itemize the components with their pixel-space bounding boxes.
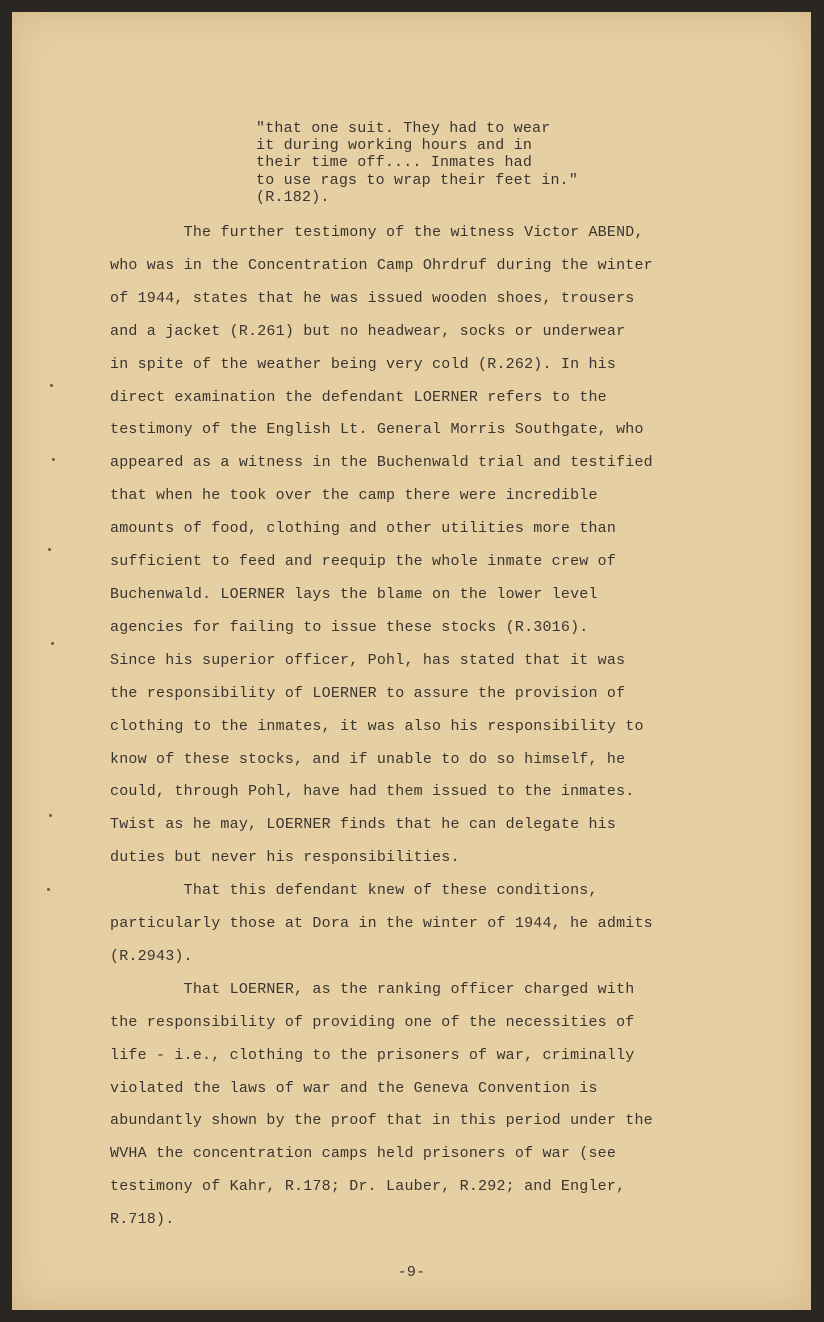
text-line: life - i.e., clothing to the prisoners of war, criminally <box>110 1046 635 1064</box>
text-line: (R.2943). <box>110 947 193 965</box>
text-line: That LOERNER, as the ranking officer charged with <box>110 980 635 998</box>
text-line: R.718). <box>110 1211 175 1229</box>
margin-mark <box>52 458 55 461</box>
page-number: -9- <box>397 1264 426 1281</box>
text-line: Buchenwald. LOERNER lays the blame on the lower level <box>110 585 598 603</box>
body-text <box>110 217 653 1237</box>
margin-mark <box>48 548 51 551</box>
text-line: agencies for failing to issue these stocks (R.3016). <box>110 618 589 636</box>
text-line: Since his superior officer, Pohl, has stated that it was <box>110 651 626 669</box>
quote-line: their time off.... Inmates had <box>256 154 533 172</box>
text-line: particularly those at Dora in the winter of 1944, he admits <box>110 915 653 933</box>
text-line: appeared as a witness in the Buchenwald trial and testified <box>110 454 653 472</box>
text-line: that when he took over the camp there were incredible <box>110 487 598 505</box>
block-quote <box>256 120 578 206</box>
text-line: testimony of Kahr, R.178; Dr. Lauber, R.292; and Engler, <box>110 1178 626 1196</box>
text-line: The further testimony of the witness Victor ABEND, <box>110 224 644 241</box>
document-page <box>12 12 811 1310</box>
margin-mark <box>49 814 52 817</box>
text-line: That this defendant knew of these conditions, <box>110 882 598 900</box>
text-line: who was in the Concentration Camp Ohrdruf during the winter <box>110 256 653 274</box>
text-line: direct examination the defendant LOERNER refers to the <box>110 388 607 406</box>
quote-line: "that one suit. They had to wear <box>256 120 551 137</box>
text-line: the responsibility of LOERNER to assure the provision of <box>110 684 626 702</box>
text-line: sufficient to feed and reequip the whole inmate crew of <box>110 553 617 571</box>
text-line: know of these stocks, and if unable to do so himself, he <box>110 750 626 768</box>
text-line: duties but never his responsibilities. <box>110 849 460 867</box>
quote-line: (R.182). <box>256 188 330 206</box>
text-line: and a jacket (R.261) but no headwear, socks or underwear <box>110 322 626 340</box>
text-line: Twist as he may, LOERNER finds that he can delegate his <box>110 816 617 834</box>
margin-mark <box>50 384 53 387</box>
text-line: clothing to the inmates, it was also his responsibility to <box>110 717 644 735</box>
text-line: abundantly shown by the proof that in this period under the <box>110 1112 653 1130</box>
text-line: in spite of the weather being very cold (R.262). In his <box>110 355 617 373</box>
margin-mark <box>51 642 54 645</box>
text-line: could, through Pohl, have had them issued to the inmates. <box>110 783 635 801</box>
text-line: violated the laws of war and the Geneva Convention is <box>110 1079 598 1097</box>
text-line: the responsibility of providing one of the necessities of <box>110 1013 635 1031</box>
text-line: WVHA the concentration camps held prisoners of war (see <box>110 1145 617 1163</box>
quote-line: to use rags to wrap their feet in." <box>256 171 579 189</box>
quote-line: it during working hours and in <box>256 137 533 155</box>
margin-mark <box>47 888 50 891</box>
text-line: testimony of the English Lt. General Morris Southgate, who <box>110 421 644 439</box>
text-line: amounts of food, clothing and other utilities more than <box>110 520 617 538</box>
text-line: of 1944, states that he was issued wooden shoes, trousers <box>110 289 635 307</box>
